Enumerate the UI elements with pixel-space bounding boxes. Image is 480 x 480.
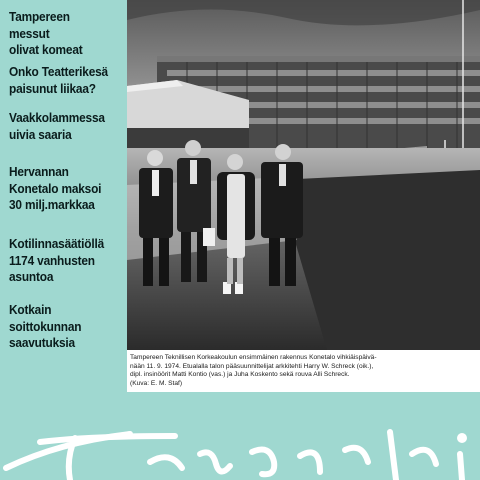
photo-caption — [127, 350, 480, 392]
headline-messut[interactable]: Tampereen messut olivat komeat — [9, 9, 83, 57]
headline-soittokunta[interactable]: Kotkain soittokunnan saavutuksia — [9, 302, 82, 350]
headline-kotilinna[interactable]: Kotilinnasäätiöllä 1174 vanhusten asuntoa — [9, 236, 105, 284]
cover-photo — [127, 0, 480, 350]
headline-vaakkolampi[interactable]: Vaakkolammessa uivia saaria — [9, 110, 105, 142]
masthead-logo-icon — [0, 392, 480, 480]
headline-konetalo[interactable]: Hervannan Konetalo maksoi 30 milj.markkaa — [9, 164, 102, 212]
caption-text: Tampereen Teknillisen Korkeakoulun ensimmäinen rakennus Konetalo vihkiäispäivä- nään 11. 9. 1974. Etualalla talon pääsuunnittelijat arkkitehti Harry W. Schreck (oik.), dipl. insinöörit Matti Kontio (vas.) ja Juha Koskento sekä rouva Alli Schreck. (Kuva: E. M. Staf) — [130, 354, 377, 387]
building-photo — [127, 0, 480, 350]
masthead-footer — [0, 392, 480, 480]
headline-sidebar — [0, 0, 127, 392]
headline-teatterikesa[interactable]: Onko Teatterikesä paisunut liikaa? — [9, 64, 108, 96]
